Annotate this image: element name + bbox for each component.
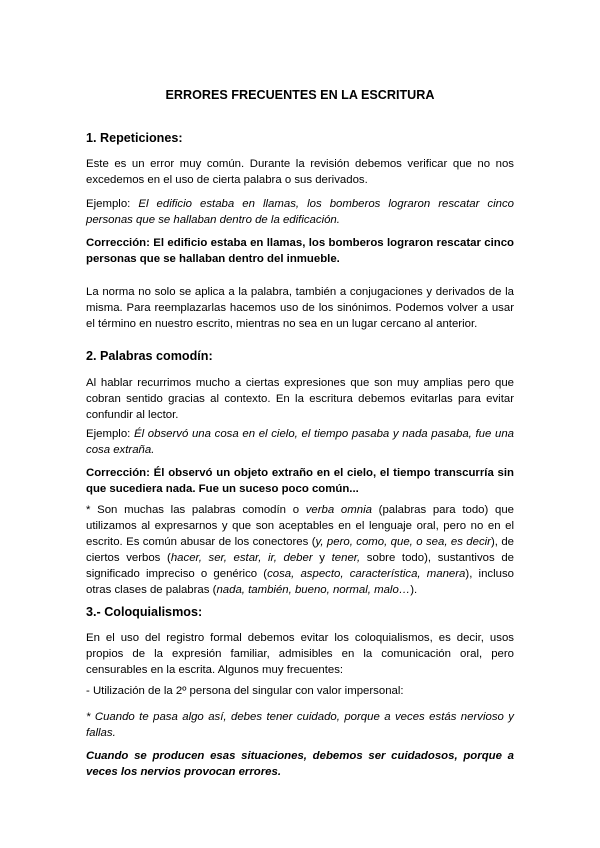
document-title: ERRORES FRECUENTES EN LA ESCRITURA: [165, 88, 435, 102]
section-2-correction: Corrección: Él observó un objeto extraño en el cielo, el tiempo transcurría sin que sucediera nada. Fue un suceso poco común...: [86, 467, 514, 495]
section-3-correction: [86, 748, 514, 780]
section-3-heading: 3.- Coloquialismos:: [86, 605, 203, 619]
section-1-example: [86, 196, 514, 228]
section-1-correction: Corrección: El edificio estaba en llamas, los bomberos lograron rescatar cinco personas que se hallaban dentro del inmueble.: [86, 237, 514, 265]
section-1-heading: 1. Repeticiones:: [86, 131, 183, 145]
section-2-heading: 2. Palabras comodín:: [86, 349, 213, 363]
note-text: sobre todo), sustantivos de significado impreciso o genérico (: [86, 552, 514, 580]
note-italic: tener,: [331, 552, 361, 564]
note-text: y: [312, 552, 332, 564]
note-text: * Son muchas las palabras comodín o: [86, 504, 306, 516]
note-text: ).: [410, 584, 418, 596]
section-3-paragraph-1: En el uso del registro formal debemos evitar los coloquialismos, es decir, usos propios de la expresión familiar, admisibles en la comunicación oral, pero censurables en la escrita. Algunos muy frecuentes:: [86, 632, 514, 676]
section-3-example: [86, 709, 514, 741]
example-text: El edificio estaba en llamas, los bomberos lograron rescatar cinco personas que se hallaban dentro de la edificación.: [86, 198, 514, 226]
note-italic: y, pero, como, que, o sea, es decir: [315, 536, 491, 548]
example-text: * Cuando te pasa algo así, debes tener cuidado, porque a veces estás nervioso y fallas.: [86, 711, 514, 739]
note-italic: cosa, aspecto, característica, manera: [267, 568, 466, 580]
note-text: ), incluso otras clases de palabras (: [86, 568, 514, 596]
section-2-note: [86, 502, 514, 598]
example-text: Él observó una cosa en el cielo, el tiempo pasaba y nada pasaba, fue una cosa extraña.: [86, 428, 514, 456]
example-label: Ejemplo:: [86, 428, 134, 440]
section-3-item: - Utilización de la 2º persona del singular con valor impersonal:: [86, 685, 404, 697]
example-label: Ejemplo:: [86, 198, 139, 210]
note-text: (palabras para todo) que utilizamos al expresarnos y que son aceptables en el lenguaje oral, pero no en el escrito. Es común abusar de los conectores (: [86, 504, 514, 548]
note-text: ), de ciertos verbos (: [86, 536, 515, 564]
note-italic: verba omnia: [305, 504, 372, 516]
correction-text: Cuando se producen esas situaciones, debemos ser cuidadosos, porque a veces los nervios provocan errores.: [86, 750, 514, 778]
section-1-paragraph-1: Este es un error muy común. Durante la revisión debemos verificar que no nos excedemos en el uso de cierta palabra o sus derivados.: [86, 158, 514, 186]
section-1-paragraph-2: La norma no solo se aplica a la palabra, también a conjugaciones y derivados de la misma. Para reemplazarlas hacemos uso de los sinónimos. Podemos volver a usar el término en nuestro escrito, mientras no sea en un lugar cercano al anterior.: [86, 286, 514, 330]
note-italic: hacer, ser, estar, ir, deber: [170, 552, 313, 564]
section-2-paragraph-1: Al hablar recurrimos mucho a ciertas expresiones que son muy amplias pero que cobran sentido gracias al contexto. En la escritura debemos evitarlas para evitar confundir al lector.: [86, 377, 514, 421]
section-2-example: [86, 426, 514, 458]
note-italic: nada, también, bueno, normal, malo…: [216, 584, 411, 596]
